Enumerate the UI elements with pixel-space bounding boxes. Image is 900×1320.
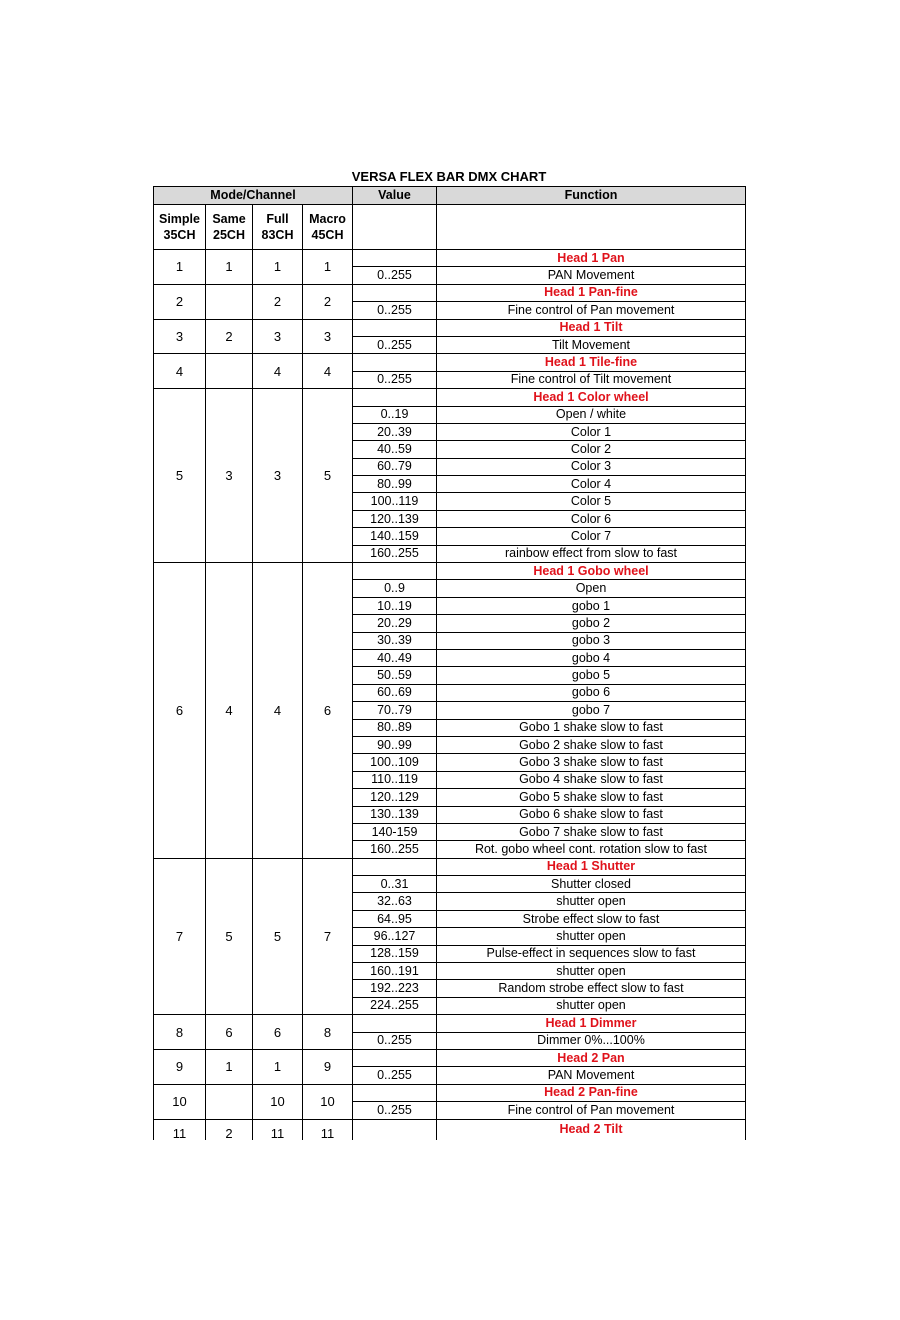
channel-same-cell: 3 bbox=[206, 389, 253, 563]
function-group-title: Head 1 Tilt bbox=[437, 319, 746, 336]
value-range-cell: 192..223 bbox=[353, 980, 437, 997]
value-range-cell: 0..255 bbox=[353, 302, 437, 319]
function-description-cell: shutter open bbox=[437, 928, 746, 945]
value-header: Value bbox=[353, 187, 437, 205]
value-range-cell: 160..255 bbox=[353, 841, 437, 858]
value-range-cell: 70..79 bbox=[353, 702, 437, 719]
group-value-blank bbox=[353, 1119, 437, 1140]
value-range-cell: 20..29 bbox=[353, 615, 437, 632]
channel-macro-cell: 10 bbox=[303, 1084, 353, 1119]
function-description-cell: shutter open bbox=[437, 893, 746, 910]
value-range-cell: 0..31 bbox=[353, 876, 437, 893]
value-range-cell: 0..255 bbox=[353, 1032, 437, 1049]
chart-title: VERSA FLEX BAR DMX CHART bbox=[351, 169, 547, 184]
channel-simple-cell: 4 bbox=[154, 354, 206, 389]
function-description-cell: Shutter closed bbox=[437, 876, 746, 893]
function-description-cell: Open / white bbox=[437, 406, 746, 423]
dmx-chart-table bbox=[153, 186, 746, 1140]
function-group-title: Head 1 Color wheel bbox=[437, 389, 746, 406]
channel-full-cell: 5 bbox=[253, 858, 303, 1015]
function-description-cell: Gobo 3 shake slow to fast bbox=[437, 754, 746, 771]
channel-macro-cell: 6 bbox=[303, 563, 353, 859]
channel-simple-cell: 2 bbox=[154, 284, 206, 319]
value-range-cell: 96..127 bbox=[353, 928, 437, 945]
channel-full-cell: 1 bbox=[253, 1049, 303, 1084]
value-range-cell: 90..99 bbox=[353, 736, 437, 753]
group-value-blank bbox=[353, 319, 437, 336]
channel-simple-cell: 8 bbox=[154, 1015, 206, 1050]
channel-simple-cell: 11 bbox=[154, 1119, 206, 1140]
channel-macro-cell: 3 bbox=[303, 319, 353, 354]
value-range-cell: 120..139 bbox=[353, 510, 437, 527]
value-range-cell: 100..109 bbox=[353, 754, 437, 771]
channel-same-cell: 1 bbox=[206, 1049, 253, 1084]
channel-macro-cell: 9 bbox=[303, 1049, 353, 1084]
channel-group-row bbox=[154, 284, 746, 301]
value-range-cell: 0..9 bbox=[353, 580, 437, 597]
function-description-cell: gobo 3 bbox=[437, 632, 746, 649]
channel-same-cell bbox=[206, 354, 253, 389]
function-description-cell: PAN Movement bbox=[437, 267, 746, 284]
function-description-cell: Gobo 7 shake slow to fast bbox=[437, 823, 746, 840]
mode-channel-header: Mode/Channel bbox=[154, 187, 353, 205]
value-range-cell: 60..69 bbox=[353, 684, 437, 701]
channel-same-cell: 5 bbox=[206, 858, 253, 1015]
mode-same-header: Same 25CH bbox=[206, 205, 253, 250]
channel-macro-cell: 1 bbox=[303, 250, 353, 285]
channel-same-cell: 2 bbox=[206, 1119, 253, 1140]
channel-same-cell bbox=[206, 1084, 253, 1119]
mode-simple-header: Simple 35CH bbox=[154, 205, 206, 250]
channel-simple-cell: 10 bbox=[154, 1084, 206, 1119]
channel-group-row bbox=[154, 1015, 746, 1032]
function-group-title: Head 1 Shutter bbox=[437, 858, 746, 875]
value-range-cell: 128..159 bbox=[353, 945, 437, 962]
group-value-blank bbox=[353, 1049, 437, 1066]
channel-group-row bbox=[154, 354, 746, 371]
function-description-cell: Color 3 bbox=[437, 458, 746, 475]
header-row bbox=[154, 187, 746, 205]
function-description-cell: Color 1 bbox=[437, 423, 746, 440]
value-range-cell: 0..255 bbox=[353, 336, 437, 353]
function-description-cell: Color 7 bbox=[437, 528, 746, 545]
function-group-title: Head 2 Pan-fine bbox=[437, 1084, 746, 1101]
channel-full-cell: 3 bbox=[253, 319, 303, 354]
function-description-cell: Gobo 2 shake slow to fast bbox=[437, 736, 746, 753]
channel-full-cell: 4 bbox=[253, 563, 303, 859]
function-description-cell: Color 5 bbox=[437, 493, 746, 510]
function-group-title: Head 2 Pan bbox=[437, 1049, 746, 1066]
function-description-cell: Pulse-effect in sequences slow to fast bbox=[437, 945, 746, 962]
value-range-cell: 20..39 bbox=[353, 423, 437, 440]
channel-same-cell: 2 bbox=[206, 319, 253, 354]
function-group-title: Head 1 Pan-fine bbox=[437, 284, 746, 301]
function-group-title: Head 1 Dimmer bbox=[437, 1015, 746, 1032]
function-description-cell: Gobo 6 shake slow to fast bbox=[437, 806, 746, 823]
group-value-blank bbox=[353, 389, 437, 406]
value-range-cell: 0..255 bbox=[353, 1102, 437, 1119]
value-range-cell: 10..19 bbox=[353, 597, 437, 614]
value-range-cell: 40..59 bbox=[353, 441, 437, 458]
value-range-cell: 100..119 bbox=[353, 493, 437, 510]
value-range-cell: 140-159 bbox=[353, 823, 437, 840]
channel-full-cell: 3 bbox=[253, 389, 303, 563]
group-value-blank bbox=[353, 250, 437, 267]
value-range-cell: 0..255 bbox=[353, 267, 437, 284]
mode-subheader-row bbox=[154, 205, 746, 250]
function-group-title: Head 1 Pan bbox=[437, 250, 746, 267]
function-description-cell: Random strobe effect slow to fast bbox=[437, 980, 746, 997]
channel-group-row bbox=[154, 1119, 746, 1140]
function-description-cell: rainbow effect from slow to fast bbox=[437, 545, 746, 562]
mode-macro-header: Macro 45CH bbox=[303, 205, 353, 250]
channel-group-row bbox=[154, 319, 746, 336]
function-description-cell: Open bbox=[437, 580, 746, 597]
function-description-cell: Color 2 bbox=[437, 441, 746, 458]
channel-simple-cell: 5 bbox=[154, 389, 206, 563]
channel-same-cell bbox=[206, 284, 253, 319]
value-range-cell: 110..119 bbox=[353, 771, 437, 788]
function-description-cell: Fine control of Tilt movement bbox=[437, 371, 746, 388]
channel-full-cell: 1 bbox=[253, 250, 303, 285]
channel-full-cell: 11 bbox=[253, 1119, 303, 1140]
function-description-cell: Gobo 1 shake slow to fast bbox=[437, 719, 746, 736]
channel-macro-cell: 4 bbox=[303, 354, 353, 389]
channel-group-row bbox=[154, 250, 746, 267]
function-header: Function bbox=[437, 187, 746, 205]
function-description-cell: shutter open bbox=[437, 963, 746, 980]
value-range-cell: 32..63 bbox=[353, 893, 437, 910]
value-range-cell: 60..79 bbox=[353, 458, 437, 475]
group-value-blank bbox=[353, 1015, 437, 1032]
function-description-cell: shutter open bbox=[437, 997, 746, 1014]
channel-full-cell: 10 bbox=[253, 1084, 303, 1119]
value-range-cell: 64..95 bbox=[353, 910, 437, 927]
channel-full-cell: 6 bbox=[253, 1015, 303, 1050]
channel-group-row bbox=[154, 1084, 746, 1101]
group-value-blank bbox=[353, 354, 437, 371]
channel-group-row bbox=[154, 389, 746, 406]
value-range-cell: 160..191 bbox=[353, 963, 437, 980]
channel-simple-cell: 9 bbox=[154, 1049, 206, 1084]
channel-simple-cell: 3 bbox=[154, 319, 206, 354]
value-range-cell: 80..99 bbox=[353, 476, 437, 493]
channel-macro-cell: 11 bbox=[303, 1119, 353, 1140]
channel-group-row bbox=[154, 858, 746, 875]
function-description-cell: gobo 2 bbox=[437, 615, 746, 632]
channel-simple-cell: 1 bbox=[154, 250, 206, 285]
function-description-cell: gobo 7 bbox=[437, 702, 746, 719]
function-group-title: Head 1 Tile-fine bbox=[437, 354, 746, 371]
function-group-title: Head 2 Tilt bbox=[437, 1119, 746, 1140]
channel-simple-cell: 7 bbox=[154, 858, 206, 1015]
channel-simple-cell: 6 bbox=[154, 563, 206, 859]
mode-full-header: Full 83CH bbox=[253, 205, 303, 250]
value-range-cell: 0..19 bbox=[353, 406, 437, 423]
function-description-cell: Fine control of Pan movement bbox=[437, 302, 746, 319]
function-description-cell: gobo 6 bbox=[437, 684, 746, 701]
value-range-cell: 30..39 bbox=[353, 632, 437, 649]
function-description-cell: Tilt Movement bbox=[437, 336, 746, 353]
channel-macro-cell: 5 bbox=[303, 389, 353, 563]
value-range-cell: 130..139 bbox=[353, 806, 437, 823]
function-description-cell: gobo 1 bbox=[437, 597, 746, 614]
function-description-cell: gobo 5 bbox=[437, 667, 746, 684]
function-description-cell: Color 4 bbox=[437, 476, 746, 493]
value-range-cell: 224..255 bbox=[353, 997, 437, 1014]
channel-full-cell: 2 bbox=[253, 284, 303, 319]
group-value-blank bbox=[353, 284, 437, 301]
value-range-cell: 80..89 bbox=[353, 719, 437, 736]
value-range-cell: 50..59 bbox=[353, 667, 437, 684]
channel-macro-cell: 7 bbox=[303, 858, 353, 1015]
channel-group-row bbox=[154, 563, 746, 580]
function-description-cell: Fine control of Pan movement bbox=[437, 1102, 746, 1119]
group-value-blank bbox=[353, 563, 437, 580]
function-subheader-blank bbox=[437, 205, 746, 250]
function-description-cell: Strobe effect slow to fast bbox=[437, 910, 746, 927]
value-range-cell: 0..255 bbox=[353, 1067, 437, 1084]
value-subheader-blank bbox=[353, 205, 437, 250]
function-group-title: Head 1 Gobo wheel bbox=[437, 563, 746, 580]
channel-full-cell: 4 bbox=[253, 354, 303, 389]
group-value-blank bbox=[353, 1084, 437, 1101]
channel-same-cell: 1 bbox=[206, 250, 253, 285]
channel-macro-cell: 2 bbox=[303, 284, 353, 319]
function-description-cell: Gobo 5 shake slow to fast bbox=[437, 789, 746, 806]
value-range-cell: 0..255 bbox=[353, 371, 437, 388]
channel-same-cell: 6 bbox=[206, 1015, 253, 1050]
function-description-cell: gobo 4 bbox=[437, 649, 746, 666]
channel-same-cell: 4 bbox=[206, 563, 253, 859]
value-range-cell: 140..159 bbox=[353, 528, 437, 545]
dmx-table-body bbox=[154, 250, 746, 1140]
function-description-cell: Rot. gobo wheel cont. rotation slow to fast bbox=[437, 841, 746, 858]
channel-macro-cell: 8 bbox=[303, 1015, 353, 1050]
function-description-cell: Color 6 bbox=[437, 510, 746, 527]
function-description-cell: PAN Movement bbox=[437, 1067, 746, 1084]
function-description-cell: Gobo 4 shake slow to fast bbox=[437, 771, 746, 788]
group-value-blank bbox=[353, 858, 437, 875]
value-range-cell: 40..49 bbox=[353, 649, 437, 666]
value-range-cell: 120..129 bbox=[353, 789, 437, 806]
value-range-cell: 160..255 bbox=[353, 545, 437, 562]
function-description-cell: Dimmer 0%...100% bbox=[437, 1032, 746, 1049]
channel-group-row bbox=[154, 1049, 746, 1066]
